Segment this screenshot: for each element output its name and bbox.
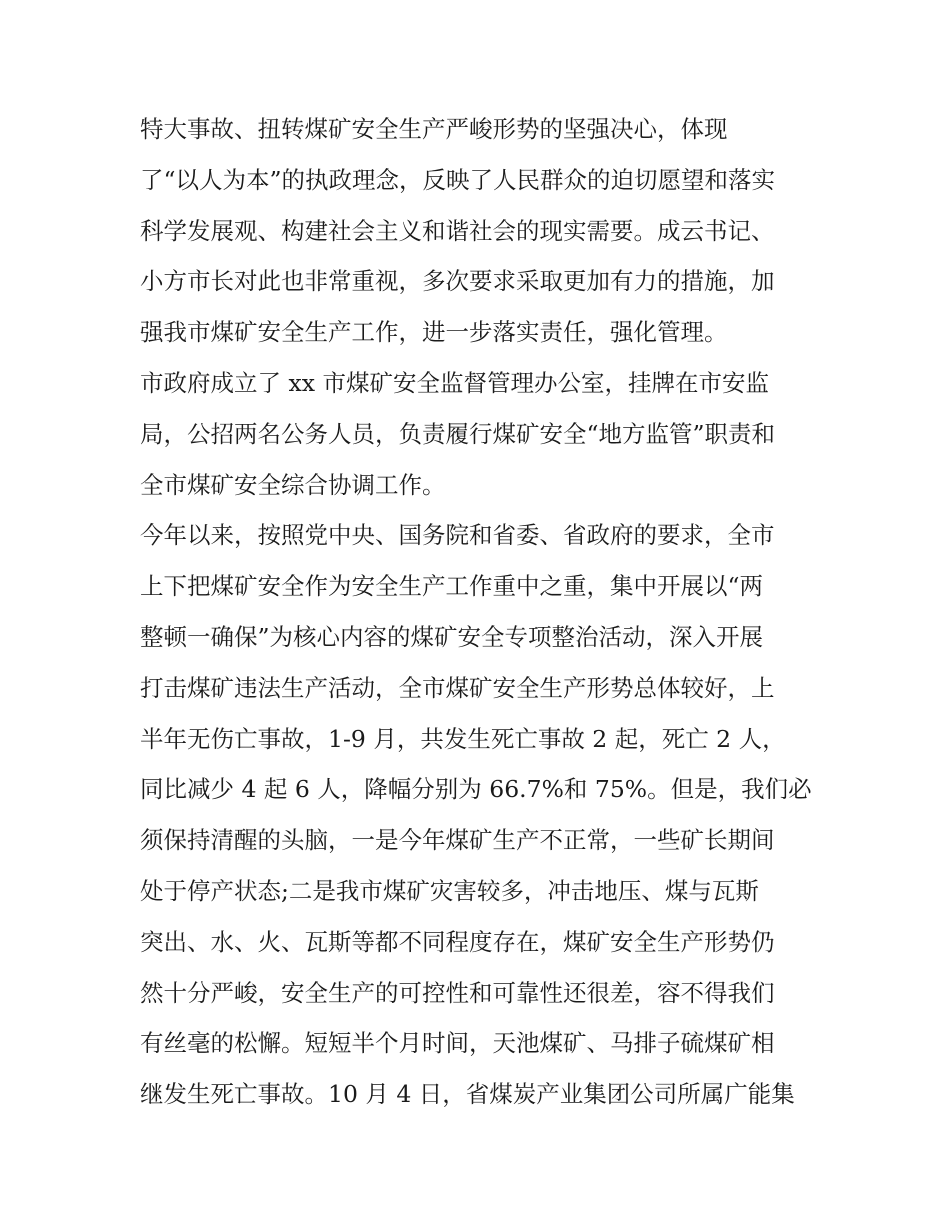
body-text [140, 104, 820, 1120]
text-line-18: 然十分严峻，安全生产的可控性和可靠性还很差，容不得我们 [140, 978, 775, 1007]
text-line-9: 今年以来，按照党中央、国务院和省委、省政府的要求，全市 [140, 521, 775, 550]
text-line-7: 局，公招两名公务人员，负责履行煤矿安全“地方监管”职责和 [140, 419, 776, 448]
text-line-19: 有丝毫的松懈。短短半个月时间，天池煤矿、马排子硫煤矿相 [140, 1029, 775, 1058]
text-line-5: 强我市煤矿安全生产工作，进一步落实责任，强化管理。 [140, 318, 728, 347]
text-line-1: 特大事故、扭转煤矿安全生产严峻形势的坚强决心，体现 [140, 115, 728, 143]
text-line-12: 打击煤矿违法生产活动，全市煤矿安全生产形势总体较好，上 [140, 673, 775, 702]
text-line-15: 须保持清醒的头脑，一是今年煤矿生产不正常，一些矿长期间 [140, 826, 775, 855]
text-line-16: 处于停产状态;二是我市煤矿灾害较多，冲击地压、煤与瓦斯 [140, 876, 759, 905]
text-line-11: 整顿一确保”为核心内容的煤矿安全专项整治活动，深入开展 [140, 622, 764, 651]
text-line-17: 突出、水、火、瓦斯等都不同程度存在，煤矿安全生产形势仍 [140, 927, 775, 956]
text-line-14: 同比减少 4 起 6 人，降幅分别为 66.7%和 75%。但是，我们必 [140, 775, 812, 804]
text-line-6: 市政府成立了 xx 市煤矿安全监督管理办公室，挂牌在市安监 [140, 368, 769, 397]
text-line-2: 了“以人为本”的执政理念，反映了人民群众的迫切愿望和落实 [140, 165, 776, 194]
text-line-8: 全市煤矿安全综合协调工作。 [140, 470, 446, 499]
text-line-13: 半年无伤亡事故，1-9 月，共发生死亡事故 2 起，死亡 2 人， [140, 724, 786, 753]
text-line-3: 科学发展观、构建社会主义和谐社会的现实需要。成云书记、 [140, 216, 775, 245]
text-line-10: 上下把煤矿安全作为安全生产工作重中之重，集中开展以“两 [140, 572, 764, 601]
text-line-4: 小方市长对此也非常重视，多次要求采取更加有力的措施，加 [140, 267, 775, 296]
text-line-20: 继发生死亡事故。10 月 4 日，省煤炭产业集团公司所属广能集 [140, 1080, 795, 1109]
